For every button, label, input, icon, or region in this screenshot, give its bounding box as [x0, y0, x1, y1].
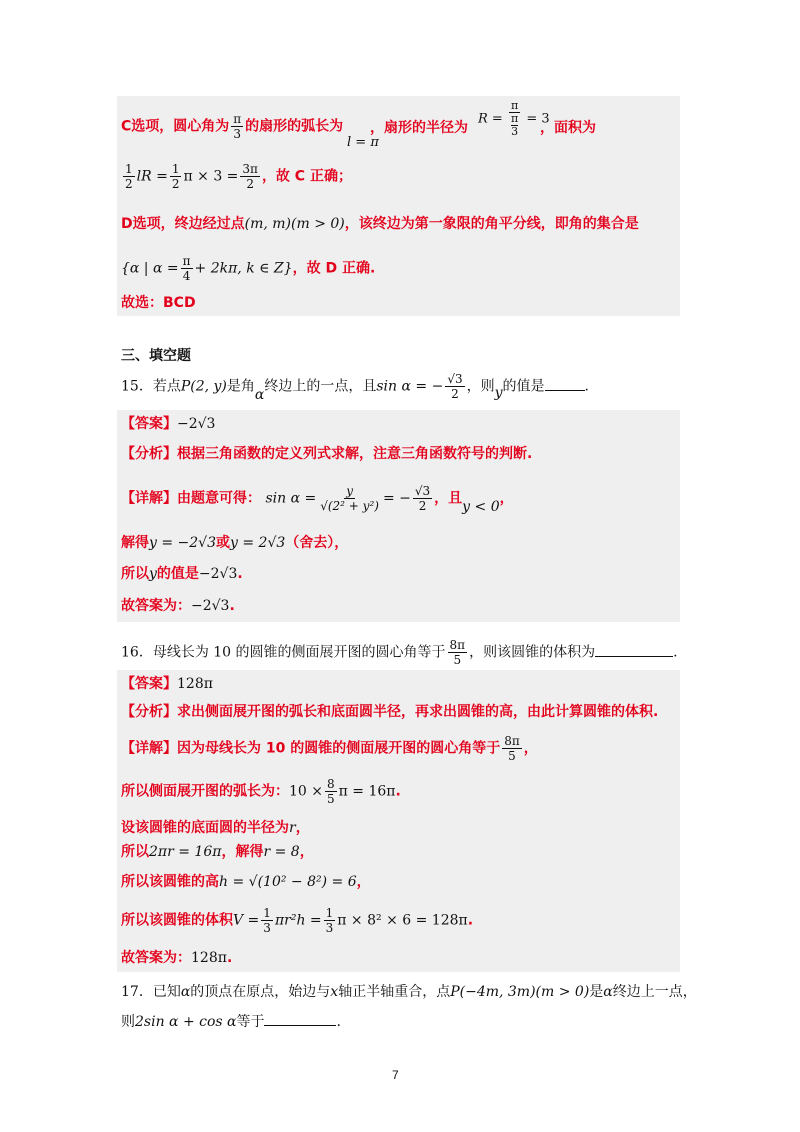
text-fragment: 是角: [226, 378, 255, 395]
text-fragment: 所以侧面展开图的弧长为：: [121, 783, 289, 800]
fraction: [324, 906, 336, 935]
q16-height: [121, 872, 371, 892]
text-fragment: 3: [511, 125, 519, 138]
answer-blank-17: [264, 1011, 336, 1026]
text-fragment: π: [233, 112, 242, 126]
text-fragment: .: [467, 912, 474, 929]
text-fragment: 求出侧面展开图的弧长和底面圆半径，再求出圆锥的高，由此计算圆锥的体积.: [177, 704, 659, 720]
question-15: [121, 372, 589, 401]
text-fragment: π = 16π: [338, 783, 396, 800]
text-fragment: 是: [589, 984, 604, 1000]
question-17-line2: [121, 1011, 341, 1032]
text-fragment: 2: [246, 177, 254, 191]
text-fragment: ，: [295, 820, 310, 836]
text-fragment: π: [510, 99, 519, 112]
q16-answer: [121, 674, 213, 694]
radius-text: ，扇形的半径为: [370, 120, 468, 136]
text-fragment: 15．: [121, 378, 153, 395]
text-fragment: P(−4m, 3m)(m > 0): [450, 984, 590, 1000]
arc-length-eq: l = π: [347, 135, 379, 150]
text-fragment: √(2² + y²): [320, 499, 379, 513]
fraction: [240, 162, 260, 191]
text-fragment: + 2kπ, k ∈ Z}: [194, 260, 293, 277]
text-fragment: 3π: [242, 162, 258, 176]
fraction-pi-3: [231, 112, 243, 141]
solution-panel-15: [117, 410, 680, 622]
text-fragment: 5: [453, 653, 462, 667]
text-fragment: 终边上的一点，且: [264, 378, 377, 395]
text-fragment: 的值是: [502, 378, 545, 395]
text-fragment: ，: [356, 874, 371, 890]
text-fragment: ，: [299, 844, 314, 860]
text-fragment: y < 0: [462, 498, 500, 515]
text-fragment: πr²h =: [274, 912, 322, 929]
text-fragment: √3: [447, 372, 463, 386]
text-fragment: ，则: [466, 378, 495, 395]
text-fragment: 解得: [121, 535, 149, 551]
text-fragment: 2: [418, 499, 427, 513]
fraction: [502, 734, 522, 763]
text-fragment: 【答案】: [121, 676, 177, 692]
text-fragment: 的顶点在原点，始边与: [190, 984, 331, 1000]
fraction: [318, 484, 381, 513]
text-fragment: .: [237, 566, 243, 582]
text-fragment: = 3: [526, 111, 550, 127]
text-fragment: 【详解】: [121, 740, 177, 757]
text-fragment: 2sin α + cos α: [135, 1014, 237, 1030]
q16-solve: [121, 842, 314, 862]
text-fragment: 的扇形的弧长为: [245, 118, 344, 135]
text-fragment: .: [229, 598, 235, 614]
text-fragment: 设该圆锥的底面圆的半径为: [121, 820, 289, 836]
fraction: [413, 484, 432, 513]
question-16: [121, 638, 678, 667]
text-fragment: 8π: [504, 734, 520, 748]
fraction: [123, 162, 135, 191]
d-option-line: [121, 214, 639, 234]
text-fragment: 则: [121, 1014, 135, 1030]
text-fragment: 16．: [121, 644, 153, 661]
q15-so: [121, 564, 243, 584]
area-formula-line: [121, 162, 352, 191]
q15-solve: [121, 533, 348, 553]
text-fragment: 故答案为：: [121, 598, 191, 614]
text-fragment: 所以该圆锥的体积: [121, 912, 233, 929]
text-fragment: 根据三角函数的定义列式求解，注意三角函数符号的判断.: [177, 446, 533, 462]
area-text: ，面积为: [540, 120, 596, 136]
fraction: [325, 777, 337, 806]
section-heading: 三、填空题: [121, 348, 191, 364]
text-fragment: 2πr = 16π: [149, 844, 222, 860]
text-fragment: 2: [451, 387, 459, 401]
text-fragment: π × 3 =: [183, 168, 239, 185]
text-fragment: lR =: [136, 168, 168, 185]
text-fragment: y = −2√3: [149, 535, 217, 551]
text-fragment: 5: [327, 792, 335, 806]
text-fragment: 所以该圆锥的高: [121, 874, 219, 890]
text-fragment: .: [395, 783, 401, 800]
text-fragment: ，故 D 正确.: [292, 260, 376, 277]
text-fragment: 128π: [177, 676, 213, 692]
text-fragment: y: [494, 384, 503, 401]
text-fragment: ，: [523, 740, 538, 757]
text-fragment: .: [673, 644, 678, 661]
text-fragment: D选项，终边经过点: [121, 216, 245, 232]
answer-blank-15: [545, 376, 585, 391]
text-fragment: 等于: [236, 1014, 265, 1030]
text-fragment: 【详解】: [121, 490, 177, 507]
fraction: [261, 906, 273, 935]
text-fragment: .: [226, 950, 233, 966]
text-fragment: 3: [233, 127, 242, 141]
radius-formula: [478, 100, 550, 138]
final-choice: 故选：BCD: [121, 295, 196, 311]
text-fragment: sin α = −: [376, 378, 444, 395]
text-fragment: ，该终边为第一象限的角平分线，即角的集合是: [344, 216, 639, 232]
text-fragment: 8: [327, 777, 335, 791]
text-fragment: 128π: [191, 950, 227, 966]
text-fragment: h = √(10² − 8²) = 6: [219, 874, 357, 890]
text-fragment: 17．: [121, 984, 153, 1000]
q15-detail: [121, 484, 514, 513]
text-fragment: 1: [325, 906, 334, 920]
text-fragment: y: [346, 484, 353, 498]
q15-final: [121, 596, 235, 616]
text-fragment: π: [182, 254, 191, 268]
q16-final: [121, 948, 232, 968]
text-fragment: 若点: [152, 378, 181, 395]
text-fragment: 终边上一点，: [612, 984, 697, 1000]
angle-set-line: [121, 254, 375, 283]
text-fragment: C选项，圆心角为: [121, 118, 230, 135]
fraction: [170, 162, 182, 191]
text-fragment: −2√3: [198, 566, 238, 582]
text-fragment: −2√3: [177, 416, 216, 432]
q15-answer: [121, 414, 215, 434]
q15-analysis: [121, 444, 532, 464]
text-fragment: 1: [171, 162, 180, 176]
text-fragment: 母线长为 10 的圆锥的侧面展开图的圆心角等于: [152, 644, 446, 661]
text-fragment: 3: [263, 921, 271, 935]
text-fragment: 4: [182, 269, 191, 283]
text-fragment: −2√3: [191, 598, 230, 614]
text-fragment: 由题意可得：: [177, 490, 261, 507]
text-fragment: .: [336, 1014, 341, 1030]
text-fragment: ，且: [434, 490, 463, 507]
text-fragment: V =: [233, 912, 260, 929]
fraction: [445, 372, 464, 401]
text-fragment: 3: [325, 921, 334, 935]
c-option-line: [121, 112, 343, 141]
text-fragment: 【答案】: [121, 416, 177, 432]
text-fragment: {α | α =: [121, 260, 179, 277]
text-fragment: x: [330, 984, 339, 1000]
fraction: [181, 254, 193, 283]
text-fragment: 1: [263, 906, 271, 920]
text-fragment: 2: [171, 177, 180, 191]
text-fragment: r = 8: [263, 844, 300, 860]
text-fragment: y: [149, 566, 157, 582]
text-fragment: ，解得: [221, 844, 264, 860]
text-fragment: 10 ×: [289, 783, 323, 800]
text-fragment: 所以: [121, 566, 149, 582]
text-fragment: 的值是: [156, 566, 199, 582]
text-fragment: ，则该圆锥的体积为: [469, 644, 596, 661]
text-fragment: 或: [216, 535, 231, 551]
text-fragment: 因为母线长为 10 的圆锥的侧面展开图的圆心角等于: [177, 740, 501, 757]
text-fragment: 已知: [152, 984, 181, 1000]
question-17: [121, 982, 697, 1002]
text-fragment: 轴正半轴重合，点: [338, 984, 451, 1000]
text-fragment: ，故 C 正确；: [261, 168, 352, 185]
text-fragment: （舍去），: [285, 535, 349, 551]
fraction: [509, 100, 520, 138]
text-fragment: ，: [499, 490, 514, 507]
q16-radius: [121, 818, 310, 838]
text-fragment: (m, m)(m > 0): [244, 216, 345, 232]
text-fragment: sin α =: [265, 490, 317, 507]
answer-blank-16: [595, 642, 673, 657]
fraction: [448, 638, 468, 667]
text-fragment: √3: [414, 484, 431, 498]
text-fragment: 8π: [449, 638, 466, 652]
text-fragment: = −: [382, 490, 411, 507]
text-fragment: 2: [125, 177, 133, 191]
text-fragment: 5: [508, 749, 516, 763]
q16-arc: [121, 777, 401, 806]
text-fragment: .: [584, 378, 589, 395]
text-fragment: α: [603, 984, 613, 1000]
text-fragment: 【分析】: [121, 446, 177, 462]
text-fragment: 【分析】: [121, 704, 177, 720]
text-fragment: 1: [125, 162, 133, 176]
text-fragment: 所以: [121, 844, 149, 860]
q16-volume: [121, 906, 473, 935]
text-fragment: P(2, y): [180, 378, 227, 395]
text-fragment: 故答案为：: [121, 950, 191, 966]
page-number: 7: [392, 1068, 399, 1082]
text-fragment: α: [254, 386, 265, 403]
text-fragment: α: [180, 984, 191, 1000]
text-fragment: r: [289, 820, 296, 836]
text-fragment: y = 2√3: [230, 535, 286, 551]
q16-analysis: [121, 702, 658, 722]
text-fragment: R =: [478, 111, 503, 127]
text-fragment: π: [510, 112, 519, 125]
q16-detail: [121, 734, 538, 763]
text-fragment: π × 8² × 6 = 128π: [337, 912, 468, 929]
